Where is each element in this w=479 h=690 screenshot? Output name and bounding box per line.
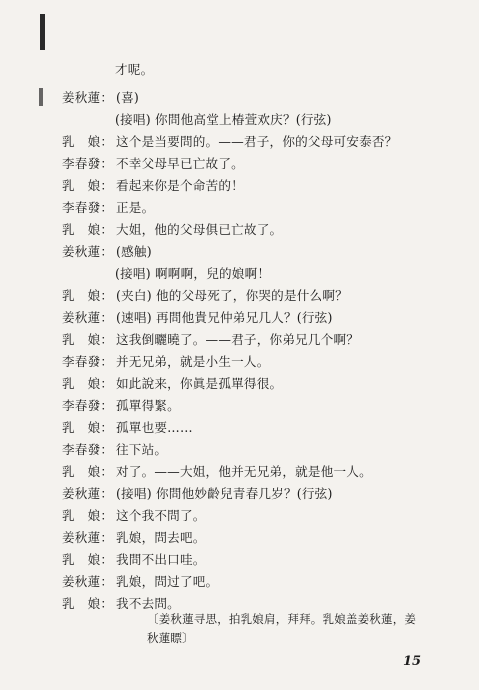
line-text: 不幸父母早已亡故了。 — [116, 156, 244, 171]
line-text: 对了。——大姐，他并无兄弟，就是他一人。 — [116, 464, 372, 479]
line-text: (接唱) 你問他妙齡兒青春几岁？(行弦) — [116, 486, 333, 501]
line-text: (接唱) 啊啊啊，兒的娘啊！ — [115, 266, 271, 281]
dialogue-line — [62, 508, 206, 524]
dialogue-line — [62, 464, 372, 480]
line-text: (喜) — [116, 90, 140, 105]
speaker-name: 乳 娘： — [62, 178, 114, 193]
speaker-name: 姜秋蓮： — [62, 90, 114, 105]
dialogue-line — [62, 310, 333, 326]
dialogue-line — [62, 288, 348, 304]
line-text: 大姐，他的父母俱已亡故了。 — [116, 222, 283, 237]
dialogue-line — [62, 530, 206, 546]
speaker-name: 李春發： — [62, 156, 114, 171]
speaker-name: 乳 娘： — [62, 222, 114, 237]
line-text: 孤單也要…… — [116, 420, 193, 435]
speaker-name: 乳 娘： — [62, 376, 114, 391]
dialogue-line — [62, 332, 359, 348]
stage-direction-line: 秋蓮瞟〕 — [147, 631, 194, 645]
dialogue-line — [62, 156, 244, 172]
line-text: 孤單得緊。 — [116, 398, 180, 413]
speaker-name: 乳 娘： — [62, 332, 114, 347]
dialogue-line — [62, 398, 180, 414]
line-text: 正是。 — [116, 200, 155, 215]
dialogue-line — [62, 552, 206, 568]
line-text: (夹白) 他的父母死了，你哭的是什么啊？ — [116, 288, 348, 303]
line-text: 我不去問。 — [116, 596, 180, 611]
dialogue-line — [115, 266, 270, 282]
dialogue-line — [62, 244, 152, 260]
speaker-name: 乳 娘： — [62, 134, 114, 149]
line-text: 如此說来，你眞是孤單得很。 — [116, 376, 283, 391]
dialogue-line — [62, 222, 282, 238]
dialogue-line — [62, 442, 167, 458]
binding-mark — [40, 14, 45, 50]
line-text: 乳娘，問去吧。 — [116, 530, 206, 545]
dialogue-line — [62, 376, 282, 392]
dialogue-line — [62, 574, 218, 590]
dialogue-line — [62, 134, 397, 150]
speaker-name: 乳 娘： — [62, 596, 114, 611]
speaker-name: 姜秋蓮： — [62, 486, 114, 501]
line-text: (接唱) 你問他高堂上椿萱欢庆？(行弦) — [115, 112, 332, 127]
dialogue-line — [62, 90, 139, 106]
speaker-name: 姜秋蓮： — [62, 244, 114, 259]
speaker-name: 姜秋蓮： — [62, 574, 114, 589]
line-text: 我問不出口哇。 — [116, 552, 206, 567]
speaker-name: 李春發： — [62, 200, 114, 215]
line-text: (感触) — [116, 244, 152, 259]
speaker-name: 乳 娘： — [62, 552, 114, 567]
stage-direction-line: 〔姜秋蓮寻思，拍乳娘肩，拜拜。乳娘盖姜秋蓮，姜 — [147, 612, 417, 626]
line-text: 乳娘，問过了吧。 — [116, 574, 219, 589]
line-text: 往下站。 — [116, 442, 168, 457]
dialogue-line — [115, 112, 332, 128]
line-text: (速唱) 再問他貴兄仲弟兄几人？(行弦) — [116, 310, 333, 325]
line-text: 这我倒曬曉了。——君子，你弟兄几个啊？ — [116, 332, 360, 347]
line-text: 这个我不問了。 — [116, 508, 206, 523]
dialogue-line — [62, 354, 270, 370]
page-number: 15 — [403, 654, 422, 669]
speaker-name: 乳 娘： — [62, 464, 114, 479]
speaker-name: 乳 娘： — [62, 420, 114, 435]
dialogue-line — [62, 596, 180, 612]
speaker-name: 乳 娘： — [62, 288, 114, 303]
line-text: 并无兄弟，就是小生一人。 — [116, 354, 270, 369]
binding-mark — [39, 88, 43, 106]
dialogue-line — [62, 486, 333, 502]
dialogue-line — [62, 200, 154, 216]
line-text: 才呢。 — [115, 62, 154, 77]
speaker-name: 李春發： — [62, 398, 114, 413]
line-text: 这个是当要問的。——君子，你的父母可安泰否？ — [116, 134, 398, 149]
dialogue-line — [62, 420, 193, 436]
dialogue-line — [62, 178, 244, 194]
speaker-name: 姜秋蓮： — [62, 530, 114, 545]
speaker-name: 乳 娘： — [62, 508, 114, 523]
speaker-name: 李春發： — [62, 442, 114, 457]
speaker-name: 姜秋蓮： — [62, 310, 114, 325]
dialogue-line — [115, 62, 153, 78]
line-text: 看起来你是个命苦的！ — [116, 178, 244, 193]
speaker-name: 李春發： — [62, 354, 114, 369]
